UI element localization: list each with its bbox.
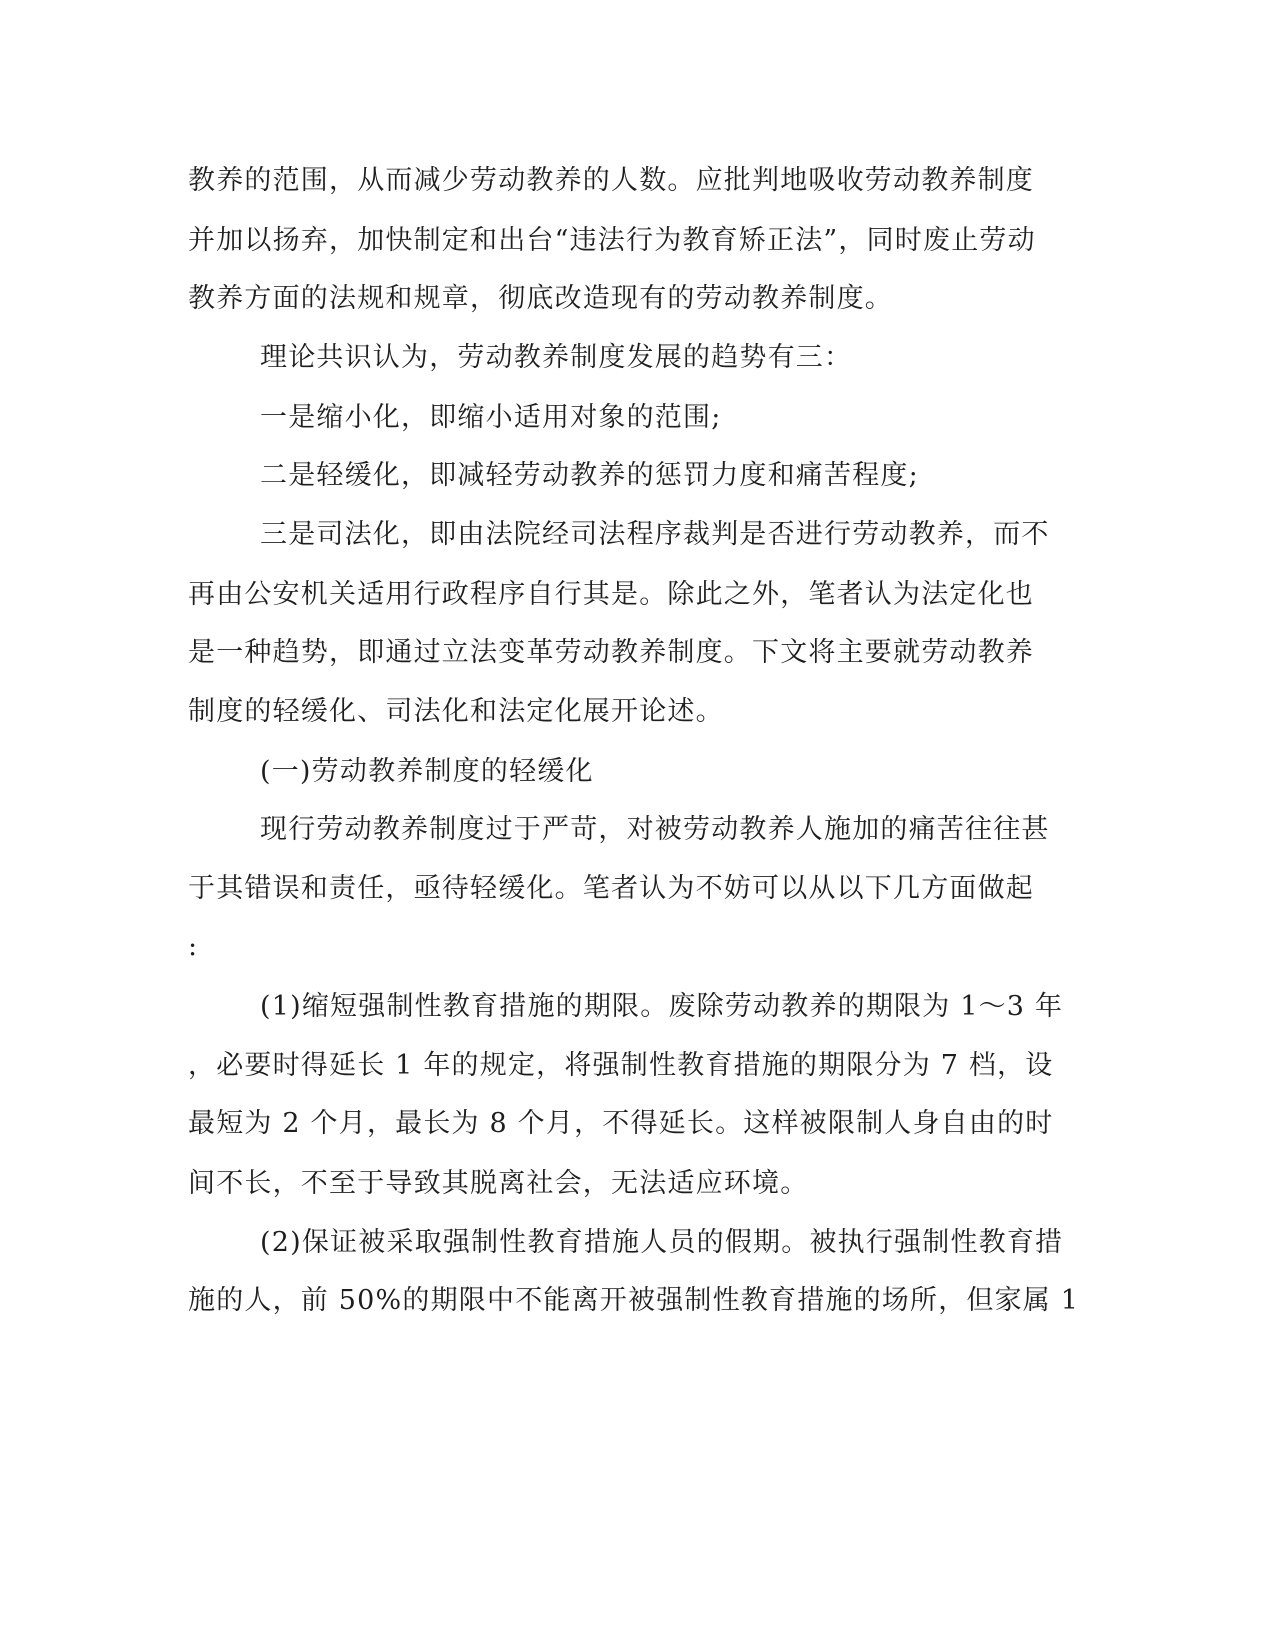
text-line-5: 一是缩小化，即缩小适用对象的范围;	[260, 402, 722, 433]
text-line-7: 三是司法化，即由法院经司法程序裁判是否进行劳动教养，而不	[260, 519, 1050, 550]
text-line-6: 二是轻缓化，即减轻劳动教养的惩罚力度和痛苦程度;	[260, 460, 919, 491]
text-line-18: 间不长，不至于导致其脱离社会，无法适应环境。	[188, 1168, 809, 1199]
text-line-2: 并加以扬弃，加快制定和出台“违法行为教育矫正法”，同时废止劳动	[188, 225, 1036, 256]
text-line-12: 现行劳动教养制度过于严苛，对被劳动教养人施加的痛苦往往甚	[260, 814, 1050, 845]
text-line-10: 制度的轻缓化、司法化和法定化展开论述。	[188, 696, 724, 727]
text-line-20: 施的人，前 50%的期限中不能离开被强制性教育措施的场所，但家属 1	[188, 1285, 1080, 1316]
text-line-17: 最短为 2 个月，最长为 8 个月，不得延长。这样被限制人身自由的时	[188, 1108, 1054, 1139]
text-line-4: 理论共识认为，劳动教养制度发展的趋势有三：	[260, 342, 853, 373]
text-line-8: 再由公安机关适用行政程序自行其是。除此之外，笔者认为法定化也	[188, 579, 1034, 610]
text-line-19: (2)保证被采取强制性教育措施人员的假期。被执行强制性教育措	[260, 1227, 1064, 1258]
text-line-16: ，必要时得延长 1 年的规定，将强制性教育措施的期限分为 7 档，设	[188, 1050, 1054, 1081]
text-line-3: 教养方面的法规和规章，彻底改造现有的劳动教养制度。	[188, 283, 893, 314]
text-line-13: 于其错误和责任，亟待轻缓化。笔者认为不妨可以从以下几方面做起	[188, 873, 1034, 904]
text-line-1: 教养的范围，从而减少劳动教养的人数。应批判地吸收劳动教养制度	[188, 165, 1034, 196]
text-line-14: :	[188, 931, 199, 962]
section-heading: (一)劳动教养制度的轻缓化	[260, 756, 594, 787]
text-line-15: (1)缩短强制性教育措施的期限。废除劳动教养的期限为 1～3 年	[260, 991, 1064, 1022]
text-line-9: 是一种趋势，即通过立法变革劳动教养制度。下文将主要就劳动教养	[188, 637, 1034, 668]
